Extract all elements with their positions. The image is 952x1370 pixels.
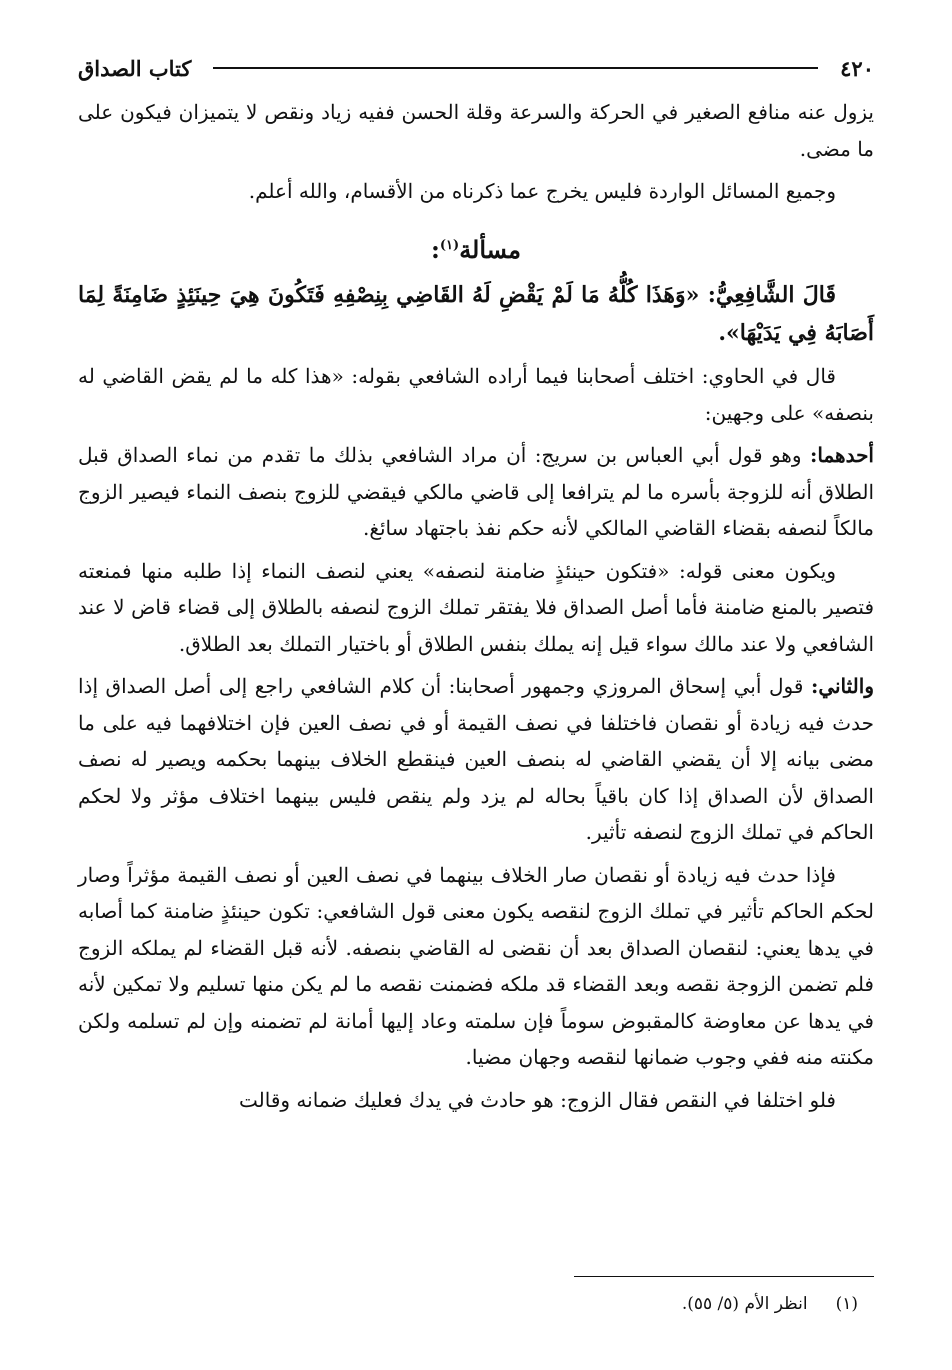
footnote-rule — [574, 1276, 874, 1277]
section-title — [78, 228, 874, 269]
paragraph-4 — [78, 437, 874, 547]
paragraph-6-lead: والثاني: — [810, 674, 874, 698]
page-number: ٤٢٠ — [840, 55, 874, 81]
paragraph-1: يزول عنه منافع الصغير في الحركة والسرعة وقلة الحسن ففيه زياد ونقص لا يتميزان فيكون على ما مضى. — [78, 100, 874, 161]
quote-text: «وَهَذَا كُلُّهُ مَا لَمْ يَقْضِ لَهُ القَاضِي بِنِصْفِهِ فَتَكُونَ هِيَ حِينَئِذٍ ضَامِنَةً لِمَا أَصَابَهُ فِي يَدَيْهَا». — [78, 282, 874, 346]
paragraph-5: ويكون معنى قوله: «فتكون حينئذٍ ضامنة لنصفه» يعني لنصف النماء إذا طلبه منها فمنعته فتصير بالمنع ضامنة فأما أصل الصداق فلا يفتقر تملك الزوج لنصفه بالطلاق إلى قضاء قاض لا عند الشافعي ولا عند مالك سواء قيل إنه يملك بنفس الطلاق أو باختيار التملك بعد الطلاق. — [78, 558, 874, 656]
section-title-colon: : — [431, 234, 440, 264]
paragraph-8: فلو اختلفا في النقص فقال الزوج: هو حادث في يدك فعليك ضمانه وقالت — [239, 1087, 836, 1112]
header-rule — [213, 67, 818, 69]
paragraph-6-text: قول أبي إسحاق المروزي وجمهور أصحابنا: أن كلام الشافعي راجع إلى أصل الصداق إذا حدث فيه زيادة أو نقصان فاختلفا في نصف القيمة أو في نصف العين فإن اختلافهما فيه على ما مضى بيانه إلا أن يقضي القاضي له بنصف العين فينقطع الخلاف بينهما بحكمه ويصير له نصف الصداق لأن الصداق إذا كان باقياً بحاله لم يزد ولم ينقص فليس بينهما اختلاف مؤثر ولا لحكم الحاكم في تملك الزوج لنصفه تأثير. — [78, 674, 874, 844]
shafii-quote — [78, 276, 874, 352]
paragraph-4-text: وهو قول أبي العباس بن سريج: أن مراد الشافعي بذلك ما تقدم من نماء الصداق قبل الطلاق أنه للزوجة بأسره ما لم يترافعا إلى قاضي مالكي فيقضي للزوج بنصف النماء فيصير الزوج مالكاً لنصفه بقضاء القاضي المالكي لأنه حكم نفذ باجتهاد سائغ. — [78, 443, 874, 540]
paragraph-3: قال في الحاوي: اختلف أصحابنا فيما أراده الشافعي بقوله: «هذا كله ما لم يقض القاضي له بنصفه» على وجهين: — [78, 364, 874, 425]
paragraph-2: وجميع المسائل الواردة فليس يخرج عما ذكرناه من الأقسام، والله أعلم. — [248, 179, 836, 203]
footnote-marker: (١) — [439, 237, 460, 253]
paragraph-6 — [78, 668, 874, 851]
section-title-text: مسألة — [459, 234, 521, 264]
footnote-number: (١) — [835, 1294, 858, 1314]
page-header — [78, 48, 874, 88]
book-title: كتاب الصداق — [78, 55, 192, 81]
quote-lead: قَالَ الشَّافِعِيُّ: — [707, 282, 836, 308]
paragraph-4-lead: أحدهما: — [809, 443, 874, 467]
footnote-text: انظر الأم (٥/ ٥٥). — [681, 1294, 808, 1314]
footnote — [78, 1290, 858, 1318]
paragraph-7: فإذا حدث فيه زيادة أو نقصان صار الخلاف بينهما في نصف العين أو نصف القيمة مؤثراً وصار لحكم الحاكم تأثير في تملك الزوج لنقصه يكون معنى قول الشافعي: تكون حينئذٍ ضامنة كما أصابه في يدها يعني: لنقصان الصداق بعد أن نقضى له القاضي بنصفه. لأنه قبل القضاء لم يملكه الزوج فلم تضمن الزوجة نقصه وبعد القضاء قد ملكه فضمنت نقصه ما لم يكن منها تسليم ولا تمكين لأنه في يدها عن معاوضة كالمقبوض سوماً فإن سلمته وعاد إليها أمانة لم تضمنه وإن لم تسلمه ولكن مكنته منه ففي وجوب ضمانها لنقصه وجهان مضيا. — [78, 862, 874, 1069]
page-body — [78, 94, 874, 1124]
